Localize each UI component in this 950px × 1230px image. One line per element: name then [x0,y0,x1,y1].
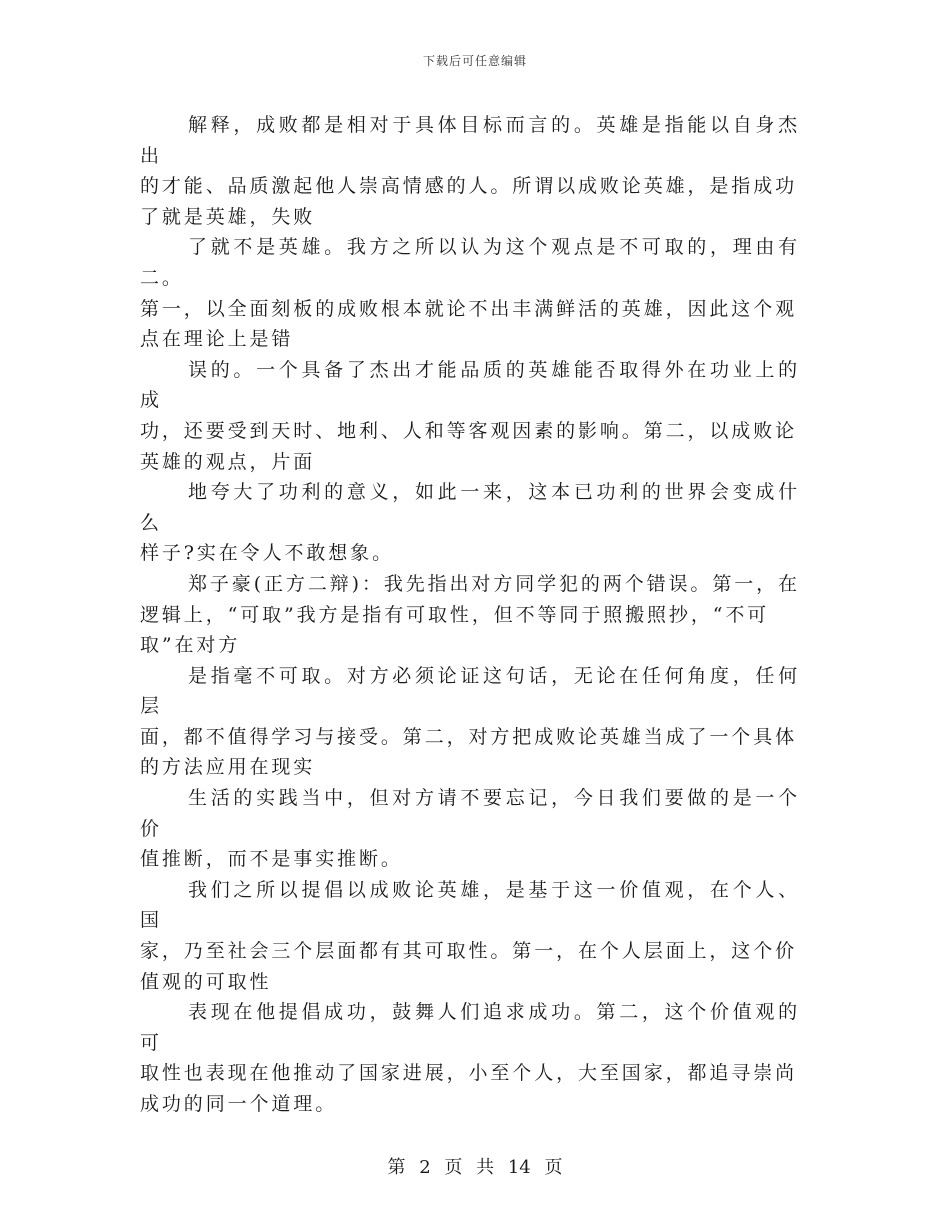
page-number-footer: 第 2 页 共 14 页 [387,1157,563,1178]
paragraph-7: 生活的实践当中，但对方请不要忘记，今日我们要做的是一个价 值推断，而不是事实推断。 [140,787,800,871]
document-body [140,110,800,1120]
paragraph-1: 解释，成败都是相对于具体目标而言的。英雄是指能以自身杰出 的才能、品质激起他人崇高情感的人。所谓以成败论英雄，是指成功 了就是英雄，失败 [140,114,800,228]
paragraph-3: 误的。一个具备了杰出才能品质的英雄能否取得外在功业上的成 功，还要受到天时、地利、人和等客观因素的影响。第二，以成败论 英雄的观点，片面 [140,358,800,473]
paragraph-4: 地夸大了功利的意义，如此一来，这本已功利的世界会变成什么 样子?实在令人不敢想象。 [140,481,800,565]
paragraph-5: 郑子豪(正方二辩)：我先指出对方同学犯的两个错误。第一，在 逻辑上，“可取”我方是指有可取性，但不等同于照搬照抄，“不可 取”在对方 [140,572,800,657]
paragraph-8: 我们之所以提倡以成败论英雄，是基于这一价值观，在个人、国 家，乃至社会三个层面都有其可取性。第一，在个人层面上，这个价 值观的可取性 [140,878,800,993]
paragraph-6: 是指毫不可取。对方必须论证这句话，无论在任何角度，任何层 面，都不值得学习与接受。第二，对方把成败论英雄当成了一个具体 的方法应用在现实 [140,664,800,779]
paragraph-2: 了就不是英雄。我方之所以认为这个观点是不可取的，理由有二。 第一，以全面刻板的成败根本就论不出丰满鲜活的英雄，因此这个观 点在理论上是错 [140,236,800,351]
page-header: 下载后可任意编辑 [422,54,527,68]
paragraph-9: 表现在他提倡成功，鼓舞人们追求成功。第二，这个价值观的可 取性也表现在他推动了国家进展，小至个人，大至国家，都追寻崇尚 成功的同一个道理。 [140,1001,800,1115]
